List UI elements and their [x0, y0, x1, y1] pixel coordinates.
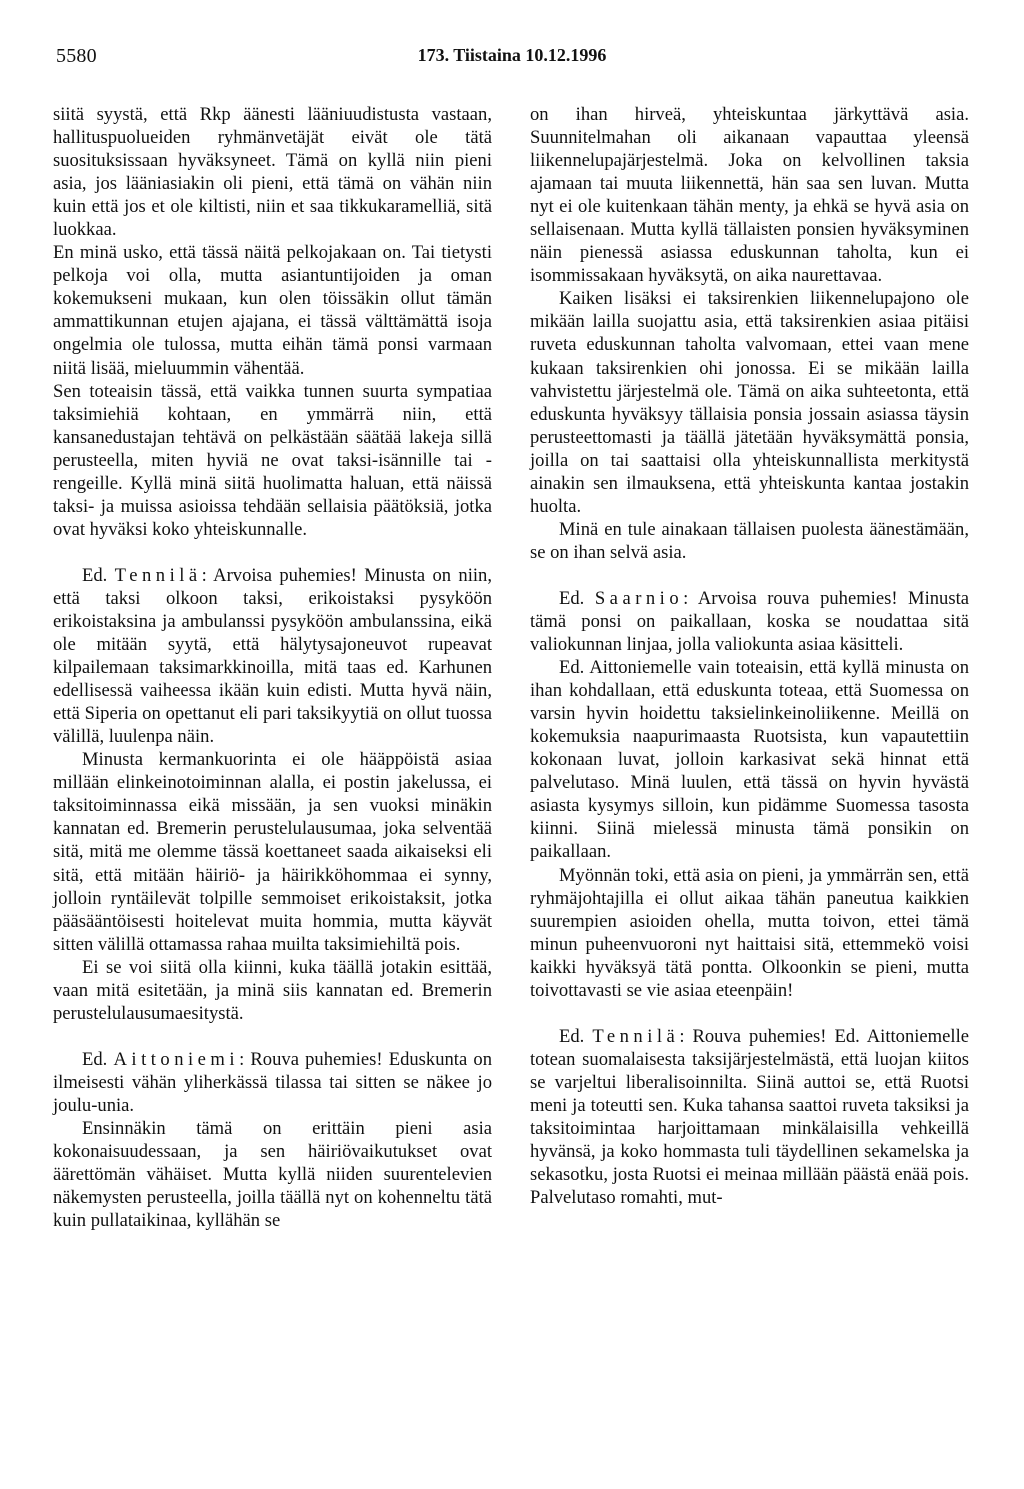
speech-paragraph: Ed. Aittoniemi: Rouva puhemies! Eduskunta on ilmeisesti vähän yliherkässä tilassa tai sitten se näkee jo joulu-unia. [53, 1048, 492, 1116]
paragraph: Ed. Aittoniemelle vain toteaisin, että kyllä minusta on ihan kohdallaan, että eduskunta toteaa, että Suomessa on varsin hyvin hoidettu taksielinkeinoliikenne. Meillä on kokemuksia naapurimaasta Ruotsista, kun vapautettiin kokonaan luvat, jolloin karkasivat sekä hinnat että palvelutaso. Minä luulen, että tässä on hyvin hyvästä asiasta kysymys silloin, kun pidämme Suomessa tasosta kiinni. Siinä mielessä minusta tämä ponsikin on paikallaan. [530, 657, 969, 863]
speaker-colon: : [683, 587, 689, 609]
page-number: 5580 [56, 45, 97, 67]
speaker-name: Aittoniemi [113, 1048, 240, 1070]
speaker-colon: : [679, 1025, 685, 1047]
paragraph: siitä syystä, että Rkp äänesti lääniuudistusta vastaan, hallituspuolueiden ryhmänvetäjät eivät ole tätä suosituksissaan hyväksyneet. Tämä on kyllä niin pieni asia, jos lääniasiakin oli pieni, että tämä on vähän niin kuin että jos et ole kiltisti, niin et saa tikkukaramelliä, sitä luokkaa. [53, 104, 492, 241]
speaker-name: Saarnio [594, 587, 684, 609]
speaker-prefix: Ed. [82, 1048, 108, 1070]
paragraph: En minä usko, että tässä näitä pelkojakaan on. Tai tietysti pelkoja voi olla, mutta asiantuntijoiden ja oman kokemukseni mukaan, kun olen töissäkin ollut tämän ammattikunnan etujen ajajana, ei tässä välttämättä isoja ongelmia ole tulossa, mutta eihän tämä ponsi varmaan niitä lisää, mieluummin vähentää. [53, 242, 492, 379]
speech-gap [530, 564, 969, 587]
paragraph: Minä en tule ainakaan tällaisen puolesta äänestämään, se on ihan selvä asia. [530, 518, 969, 563]
paragraph: Kaiken lisäksi ei taksirenkien liikennelupajono ole mikään lailla suojattu asia, että taksirenkien asiaa pitäisi ruveta eduskunnan taholta valvomaan, ettei vaan mene kukaan taksirenkien ohi jonossa. Ei se mikään lailla vahvistettu järjestelmä ole. Tämä on aika suhteetonta, että eduskunta hyväksyy tällaisia ponsia jossain asiassa täysin perusteettomasti ja täällä jätetään hyväksymättä ponsia, joilla on tai saattaisi olla yhteiskunnallista merkitystä ainakin sen ilmauksena, että yhteiskunta kantaa jostakin huolta. [530, 288, 969, 517]
paragraph: Ensinnäkin tämä on erittäin pieni asia kokonaisuudessaan, ja sen häiriövaikutukset ovat äärettömän vähäiset. Mutta kyllä niiden suurentelevien näkemysten perusteella, joilla täällä nyt on kohenneltu tätä kuin pullataikinaa, kyllähän se [53, 1117, 492, 1232]
speaker-colon: : [239, 1048, 245, 1070]
paragraph: Sen toteaisin tässä, että vaikka tunnen suurta sympatiaa taksimiehiä kohtaan, en ymmärrä niin, että kansanedustajan tehtävä on pelkästään säätää lakeja sillä perusteella, miten hyviä ne ovat taksi-isännille tai -rengeille. Kyllä minä siitä huolimatta haluan, että näissä taksi- ja muissa asioissa tehdään sellaisia päätöksiä, jotka ovat hyväksi koko yhteiskunnalle. [53, 380, 492, 540]
speaker-prefix: Ed. [559, 1025, 585, 1047]
paragraph: Minusta kermankuorinta ei ole hääppöistä asiaa millään elinkeinotoiminnan alalla, ei postin jakelussa, ei taksitoiminnassa eikä missään, ja sen vuoksi minäkin kannatan ed. Bremerin perustelulausumaa, joka selventää sitä, mitä me olemme tässä koettaneet saada aikaiseksi eli sitä, että mitään häiriö- ja häirikköhommaa ei synny, jolloin ryntäilevät tolpille semmoiset erikoistaksit, jotka pääsääntöisesti hoitelevat muita hommia, mutta käyvät sitten välillä ottamassa rahaa muilta taksimiehiltä pois. [53, 749, 492, 955]
speech-paragraph: Ed. Tennilä: Arvoisa puhemies! Minusta on niin, että taksi olkoon taksi, erikoistaksi pysyköön erikoistaksina ja ambulanssi pysyköön ambulanssina, eikä ole mitään syytä, että hälytysajoneuvot rupeavat kilpailemaan taksimarkkinoilla, mitä taas ed. Karhunen edellisessä vaiheessa ikään kuin edisti. Mutta hyvä näin, että Siperia on opettanut eli pari taksikyytiä on ollut tuossa välillä, luulenpa näin. [53, 564, 493, 748]
speech-gap [53, 541, 492, 564]
speaker-name: Tennilä [592, 1025, 680, 1047]
speaker-colon: : [201, 564, 207, 586]
right-column [530, 103, 969, 1209]
speaker-prefix: Ed. [82, 564, 108, 586]
page-header [0, 45, 1024, 75]
speaker-name: Tennilä [114, 564, 202, 586]
paragraph: on ihan hirveä, yhteiskuntaa järkyttävä asia. Suunnitelmahan oli aikanaan vapauttaa yleensä liikennelupajärjestelmä. Joka on kelvollinen taksia ajamaan tai muuta liikennettä, hän saa sen luvan. Mutta nyt ei ole kuitenkaan tähän menty, ja ehkä se hyvä asia on sellaisenaan. Mutta kyllä tällaisten ponsien hyväksyminen näin pienessä asiassa eduskunnan taholta, kun ei isommissakaan hyväksytä, on aika naurettavaa. [530, 104, 969, 287]
speech-gap [53, 1025, 492, 1048]
running-head: 173. Tiistaina 10.12.1996 [417, 45, 607, 65]
speech-gap [530, 1002, 969, 1025]
speaker-prefix: Ed. [559, 587, 585, 609]
left-column [53, 103, 492, 1232]
paragraph: Myönnän toki, että asia on pieni, ja ymmärrän sen, että ryhmäjohtajilla ei ollut aikaa tähän paneutua kaikkien suurempien asioiden ohella, mutta toivon, ettei tämä minun puheenvuoroni nyt haittaisi sitä, ettemmekö voisi kaikki hyväksyä tätä pontta. Olkoonkin se pieni, mutta toivottavasti se vie asiaa eteenpäin! [530, 864, 969, 1001]
paragraph: Ei se voi siitä olla kiinni, kuka täällä jotakin esittää, vaan mitä esitetään, ja minä siis kannatan ed. Bremerin perustelulausumaesitystä. [53, 956, 492, 1024]
speech-paragraph: Ed. Tennilä: Rouva puhemies! Ed. Aittoniemelle totean suomalaisesta taksijärjestelmästä, että luojan kiitos se varjeltui liberalisoinnilta. Siinä auttoi se, että Ruotsi meni ja toteutti sen. Kuka tahansa saattoi ruveta taksiksi ja taksitoimintaa harjoittamaan minkälaisilla vehkeillä hyvänsä, ja koko hommasta tuli täydellinen sekamelska ja sekasotku, josta Ruotsi ei meinaa millään päästä enää pois. Palvelutaso romahti, mut- [530, 1025, 969, 1209]
speech-paragraph: Ed. Saarnio: Arvoisa rouva puhemies! Minusta tämä ponsi on paikallaan, koska se noudattaa sitä valiokunnan linjaa, jolla valiokunta asiaa käsitteli. [530, 587, 969, 656]
